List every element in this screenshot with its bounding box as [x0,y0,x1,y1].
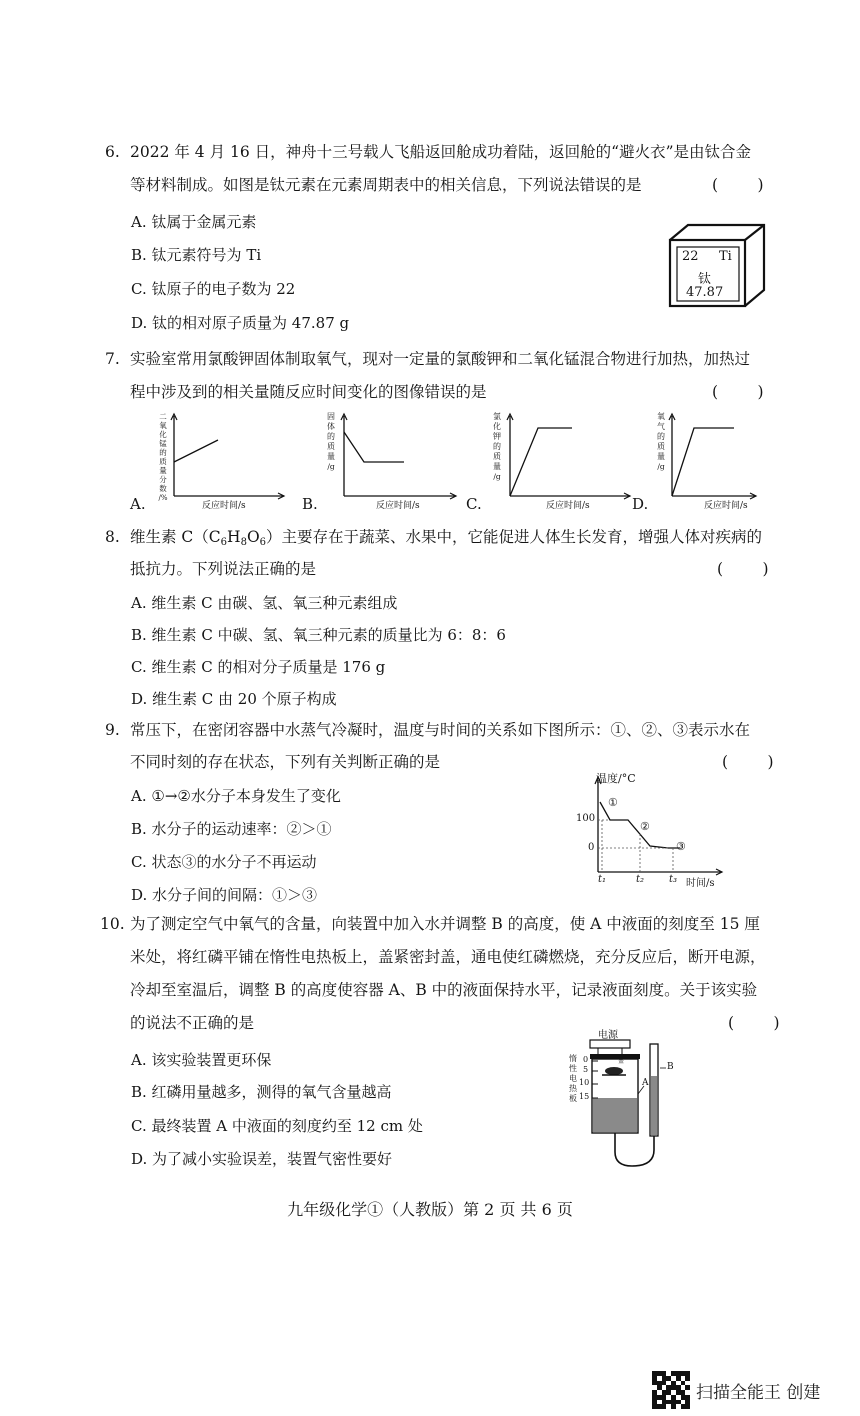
option-c: C. 钛原子的电子数为 22 [131,280,296,298]
question-text: 抵抗力。下列说法正确的是 [130,560,317,578]
answer-blank: ( ) [712,383,764,401]
graph-b [300,410,460,518]
option-d: D. 维生素 C 由 20 个原子构成 [131,690,337,708]
option-a: A. 钛属于金属元素 [131,213,257,231]
question-text: 为了测定空气中氧气的含量，向装置中加入水并调整 B 的高度，使 A 中液面的刻度至 15 厘 [130,915,760,933]
scale-10: 10 [579,1078,590,1087]
y-tick-100: 100 [576,813,596,824]
option-d: D. 水分子间的间隔：①＞③ [131,886,318,904]
graph-y-label: 氧 气 的 质 量 /g [657,412,665,471]
label-a: A [642,1078,649,1088]
watermark-text: 扫描全能王 创建 [696,1382,821,1403]
question-text: 实验室常用氯酸钾固体制取氧气，现对一定量的氯酸钾和二氧化锰混合物进行加热，加热过 [130,350,751,368]
label-b: B [667,1062,674,1072]
graph-letter: B. [302,495,318,513]
graph-letter: C. [466,495,482,513]
graph-d [630,410,760,518]
plate-label: 惰 性 电 热 板 [569,1054,577,1103]
question-number: 6. [105,143,120,161]
answer-blank: ( ) [722,753,774,771]
graph-y-label: 温度/°C [596,772,636,785]
question-text: 的说法不正确的是 [130,1014,255,1032]
graph-x-label: 反应时间/s [376,501,420,511]
question-text: 不同时刻的存在状态，下列有关判断正确的是 [130,753,441,771]
question-number: 9. [105,721,120,739]
state-marker-3: ③ [676,840,686,853]
answer-blank: ( ) [728,1014,780,1032]
y-tick-0: 0 [588,842,595,853]
seal-label: 盖 [618,1058,625,1065]
apparatus-diagram [562,1026,682,1172]
option-c: C. 状态③的水分子不再运动 [131,853,317,871]
option-c: C. 最终装置 A 中液面的刻度约至 12 cm 处 [131,1117,423,1135]
scale-0: 0 [583,1055,589,1064]
state-marker-1: ① [608,796,618,809]
option-a: A. 维生素 C 由碳、氢、氧三种元素组成 [131,594,398,612]
option-d: D. 钛的相对原子质量为 47.87 g [131,314,350,332]
graph-x-label: 反应时间/s [704,501,748,511]
power-label: 电源 [598,1030,618,1041]
scale-5: 5 [583,1065,589,1074]
option-c: C. 维生素 C 的相对分子质量是 176 g [131,658,386,676]
question-text: 2022 年 4 月 16 日，神舟十三号载人飞船返回舱成功着陆，返回舱的“避火衣”是由钛合金 [130,143,752,161]
question-text: 维生素 $C(C_6H_8O_6)$主要存在于蔬菜、水果中，它能促进人体生长发育，增强人体对疾病的 [130,528,763,548]
element-card [668,222,768,310]
graph-c [464,410,634,518]
state-marker-2: ② [640,820,650,833]
element-symbol: Ti [719,249,732,264]
graph-letter: A. [130,495,146,513]
element-name: 钛 [698,272,712,287]
graph-x-label: 反应时间/s [546,501,590,511]
graph-x-label: 时间/s [686,878,715,889]
question-number: 7. [105,350,120,368]
answer-blank: ( ) [717,560,769,578]
question-text: 常压下，在密闭容器中水蒸气冷凝时，温度与时间的关系如下图所示：①、②、③表示水在 [130,721,751,739]
page-footer: 九年级化学①（人教版）第 2 页 共 6 页 [287,1200,573,1219]
temperature-time-graph [568,770,728,894]
option-d: D. 为了减小实验误差，装置气密性要好 [131,1150,393,1168]
answer-blank: ( ) [712,176,764,194]
x-tick-t2: t₂ [636,874,645,885]
option-b: B. 红磷用量越多，测得的氧气含量越高 [131,1083,392,1101]
atomic-mass: 47.87 [686,285,724,300]
graph-letter: D. [632,495,649,513]
question-text: 程中涉及到的相关量随反应时间变化的图像错误的是 [130,383,487,401]
graph-y-label: 氯 化 钾 的 质 量 /g [493,412,501,481]
question-text: 冷却至室温后，调整 B 的高度使容器 A、B 中的液面保持水平，记录液面刻度。关于该实验 [130,981,758,999]
x-tick-t1: t₁ [598,874,607,885]
question-text: 米处，将红磷平铺在惰性电热板上，盖紧密封盖，通电使红磷燃烧，充分反应后，断开电源， [130,948,766,966]
graph-y-label: 固 体 的 质 量 /g [327,412,335,471]
scanner-watermark [652,1371,820,1409]
graph-a [128,410,288,518]
graph-y-label: 二 氧 化 锰 的 质 量 分 数 /% [158,412,168,502]
option-a: A. ①→②水分子本身发生了变化 [131,787,341,805]
option-b: B. 水分子的运动速率：②＞① [131,820,332,838]
x-tick-t3: t₃ [669,874,678,885]
option-b: B. 钛元素符号为 Ti [131,246,262,264]
scale-15: 15 [579,1092,590,1101]
question-number: 10. [100,915,125,933]
option-b: B. 维生素 C 中碳、氢、氧三种元素的质量比为 6：8：6 [131,626,506,644]
graph-x-label: 反应时间/s [202,501,246,511]
option-a: A. 该实验装置更环保 [131,1051,272,1069]
question-text: 等材料制成。如图是钛元素在元素周期表中的相关信息，下列说法错误的是 [130,176,642,194]
qr-code-icon [652,1371,690,1409]
atomic-number: 22 [682,249,699,264]
question-number: 8. [105,528,120,546]
